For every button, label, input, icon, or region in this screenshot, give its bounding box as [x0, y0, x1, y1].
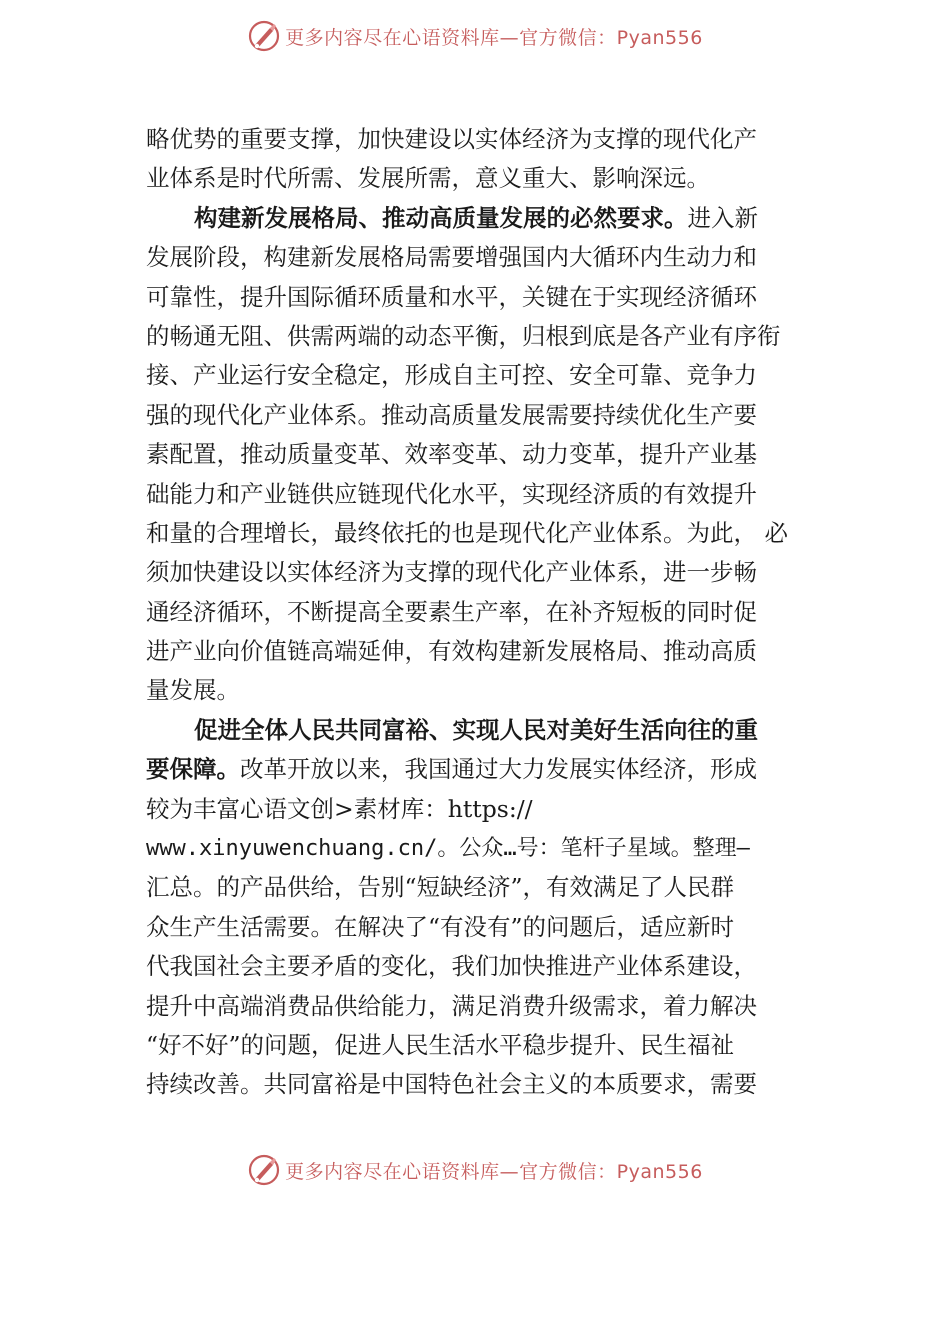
- text-line: 接、产业运行安全稳定，形成自主可控、安全可靠、竞争力: [146, 361, 757, 390]
- header-banner: [0, 16, 950, 56]
- text-line: 较为丰富心语文创>素材库：https://: [146, 794, 533, 823]
- text-line: 汇总。的产品供给，告别“短缺经济”，有效满足了人民群: [146, 873, 735, 902]
- pen-logo-icon: [247, 1153, 281, 1187]
- text-line: 发展阶段，构建新发展格局需要增强国内大循环内生动力和: [146, 243, 757, 272]
- paragraph-heading: 促进全体人民共同富裕、实现人民对美好生活向往的重: [194, 715, 758, 744]
- text-line: 代我国社会主要矛盾的变化，我们加快推进产业体系建设，: [146, 952, 757, 981]
- text-line: 进产业向价值链高端延伸，有效构建新发展格局、推动高质: [146, 637, 757, 666]
- text-span: 进入新: [687, 203, 758, 232]
- banner-text: 更多内容尽在心语资料库—官方微信：Pyan556: [285, 26, 703, 49]
- text-line: 础能力和产业链供应链现代化水平，实现经济质的有效提升: [146, 479, 757, 508]
- text-line: 略优势的重要支撑，加快建设以实体经济为支撑的现代化产: [146, 125, 757, 153]
- text-line: 众生产生活需要。在解决了“有没有”的问题后，适应新时: [146, 912, 735, 941]
- document-body: [146, 120, 818, 1105]
- text-line: 和量的合理增长，最终依托的也是现代化产业体系。为此， 必: [146, 518, 788, 547]
- banner-text: 更多内容尽在心语资料库—官方微信：Pyan556: [285, 1160, 703, 1183]
- paragraph-heading: 构建新发展格局、推动高质量发展的必然要求。: [194, 203, 688, 232]
- text-line: 的畅通无阻、供需两端的动态平衡，归根到底是各产业有序衔: [146, 321, 781, 350]
- text-line: 素配置，推动质量变革、效率变革、动力变革，提升产业基: [146, 440, 757, 469]
- text-span: 改革开放以来，我国通过大力发展实体经济，形成: [240, 755, 757, 784]
- text-line: 强的现代化产业体系。推动高质量发展需要持续优化生产要: [146, 400, 757, 429]
- text-line: 可靠性，提升国际循环质量和水平，关键在于实现经济循环: [146, 282, 757, 311]
- paragraph-heading-end: 要保障。: [146, 755, 240, 784]
- footer-banner: [0, 1150, 950, 1190]
- text-line: 须加快建设以实体经济为支撑的现代化产业体系，进一步畅: [146, 558, 757, 587]
- text-line: 提升中高端消费品供给能力，满足消费升级需求，着力解决: [146, 991, 757, 1020]
- text-line: 业体系是时代所需、发展所需，意义重大、影响深远。: [146, 164, 710, 193]
- paragraph-heading-line: [146, 199, 818, 238]
- text-line: 持续改善。共同富裕是中国特色社会主义的本质要求，需要: [146, 1070, 757, 1099]
- text-line: 通经济循环，不断提高全要素生产率，在补齐短板的同时促: [146, 597, 757, 626]
- text-line: “好不好”的问题，促进人民生活水平稳步提升、民生福祉: [146, 1030, 735, 1059]
- paragraph-heading-line: [146, 750, 818, 789]
- text-line: 量发展。: [146, 676, 240, 705]
- url-line: www.xinyuwenchuang.cn/。公众…号：笔杆子星域。整理—: [146, 836, 750, 862]
- pen-logo-icon: [247, 19, 281, 53]
